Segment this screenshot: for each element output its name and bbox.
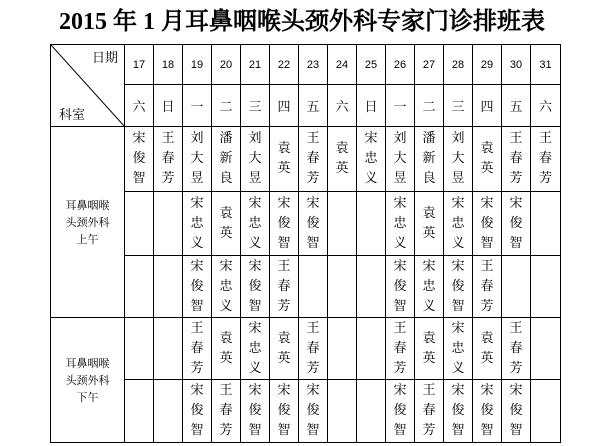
doctor-cell: 刘 大 昱 — [444, 127, 473, 192]
doctor-cell: 宋 俊 智 — [444, 256, 473, 318]
date-cell: 20 — [212, 45, 241, 85]
date-cell: 21 — [241, 45, 270, 85]
empty-cell — [531, 192, 561, 256]
morning-dept-cell — [51, 127, 125, 318]
weekday-cell: 三 — [241, 85, 270, 127]
doctor-cell: 王 春 芳 — [473, 256, 502, 318]
weekday-cell: 四 — [270, 85, 299, 127]
weekday-cell: 日 — [154, 85, 183, 127]
doctor-cell: 袁 英 — [212, 318, 241, 380]
date-cell: 27 — [415, 45, 444, 85]
doctor-cell: 袁 英 — [270, 318, 299, 380]
doctor-cell: 王 春 芳 — [154, 127, 183, 192]
doctor-cell: 宋 忠 义 — [183, 192, 212, 256]
schedule-table — [50, 44, 561, 443]
empty-cell — [154, 318, 183, 380]
weekday-cell: 二 — [415, 85, 444, 127]
doctor-cell: 袁 英 — [473, 127, 502, 192]
empty-cell — [154, 192, 183, 256]
doctor-cell: 宋 俊 智 — [183, 256, 212, 318]
dept-line: 下午 — [76, 390, 99, 404]
page-title: 2015 年 1 月耳鼻咽喉头颈外科专家门诊排班表 — [59, 9, 545, 35]
doctor-cell: 宋 俊 智 — [386, 256, 415, 318]
date-cell: 22 — [270, 45, 299, 85]
weekday-cell: 一 — [183, 85, 212, 127]
weekday-cell: 一 — [386, 85, 415, 127]
dept-line: 耳鼻咽喉 — [65, 356, 110, 370]
doctor-cell: 宋 俊 智 — [502, 380, 531, 443]
empty-cell — [357, 192, 386, 256]
empty-cell — [531, 380, 561, 443]
doctor-cell: 宋 俊 智 — [473, 380, 502, 443]
empty-cell — [328, 380, 357, 443]
empty-cell — [531, 318, 561, 380]
weekday-cell: 日 — [357, 85, 386, 127]
weekday-cell: 五 — [299, 85, 328, 127]
doctor-cell: 袁 英 — [415, 318, 444, 380]
dept-line: 耳鼻咽喉 — [65, 198, 110, 212]
empty-cell — [328, 192, 357, 256]
empty-cell — [502, 256, 531, 318]
empty-cell — [531, 256, 561, 318]
weekday-cell: 五 — [502, 85, 531, 127]
doctor-cell: 宋 俊 智 — [241, 380, 270, 443]
doctor-cell: 王 春 芳 — [270, 256, 299, 318]
dept-line: 头颈外科 — [65, 373, 110, 387]
empty-cell — [328, 256, 357, 318]
empty-cell — [154, 256, 183, 318]
doctor-cell: 刘 大 昱 — [241, 127, 270, 192]
doctor-cell: 宋 忠 义 — [386, 192, 415, 256]
doctor-cell: 王 春 芳 — [502, 127, 531, 192]
date-cell: 28 — [444, 45, 473, 85]
doctor-cell: 王 春 芳 — [415, 380, 444, 443]
morning-row — [51, 256, 561, 318]
doctor-cell: 宋 忠 义 — [357, 127, 386, 192]
afternoon-row — [51, 318, 561, 380]
doctor-cell: 宋 忠 义 — [241, 318, 270, 380]
doctor-cell: 宋 俊 智 — [270, 380, 299, 443]
afternoon-row — [51, 380, 561, 443]
doctor-cell: 王 春 芳 — [183, 318, 212, 380]
doctor-cell: 宋 忠 义 — [444, 192, 473, 256]
doctor-cell: 刘 大 昱 — [386, 127, 415, 192]
afternoon-dept-cell — [51, 318, 125, 443]
morning-row — [51, 192, 561, 256]
dept-line: 上午 — [76, 232, 99, 246]
empty-cell — [154, 380, 183, 443]
empty-cell — [125, 380, 154, 443]
empty-cell — [125, 318, 154, 380]
date-cell: 31 — [531, 45, 561, 85]
date-cell: 26 — [386, 45, 415, 85]
doctor-cell: 王 春 芳 — [299, 318, 328, 380]
morning-row — [51, 127, 561, 192]
doctor-cell: 宋 俊 智 — [183, 380, 212, 443]
date-cell: 19 — [183, 45, 212, 85]
doctor-cell: 宋 俊 智 — [444, 380, 473, 443]
doctor-cell: 宋 俊 智 — [241, 256, 270, 318]
doctor-cell: 袁 英 — [270, 127, 299, 192]
empty-cell — [328, 318, 357, 380]
date-cell: 23 — [299, 45, 328, 85]
weekday-cell: 二 — [212, 85, 241, 127]
empty-cell — [125, 256, 154, 318]
empty-cell — [357, 318, 386, 380]
doctor-cell: 袁 英 — [212, 192, 241, 256]
doctor-cell: 刘 大 昱 — [183, 127, 212, 192]
weekday-cell: 三 — [444, 85, 473, 127]
corner-header — [51, 45, 125, 127]
date-cell: 30 — [502, 45, 531, 85]
weekday-cell: 四 — [473, 85, 502, 127]
doctor-cell: 王 春 芳 — [502, 318, 531, 380]
weekday-cell: 六 — [531, 85, 561, 127]
dept-header-label: 科室 — [59, 108, 86, 123]
doctor-cell: 袁 英 — [415, 192, 444, 256]
doctor-cell: 王 春 芳 — [386, 318, 415, 380]
date-header-label: 日期 — [91, 51, 118, 66]
date-cell: 24 — [328, 45, 357, 85]
date-cell: 29 — [473, 45, 502, 85]
empty-cell — [357, 256, 386, 318]
doctor-cell: 宋 俊 智 — [502, 192, 531, 256]
date-cell: 17 — [125, 45, 154, 85]
doctor-cell: 袁 英 — [473, 318, 502, 380]
doctor-cell: 宋 俊 智 — [473, 192, 502, 256]
doctor-cell: 宋 俊 智 — [270, 192, 299, 256]
doctor-cell: 宋 俊 智 — [299, 192, 328, 256]
doctor-cell: 王 春 芳 — [212, 380, 241, 443]
empty-cell — [125, 192, 154, 256]
doctor-cell: 宋 俊 智 — [299, 380, 328, 443]
doctor-cell: 宋 忠 义 — [415, 256, 444, 318]
date-cell: 25 — [357, 45, 386, 85]
date-row — [51, 45, 561, 85]
doctor-cell: 潘 新 良 — [415, 127, 444, 192]
doctor-cell: 宋 忠 义 — [241, 192, 270, 256]
doctor-cell: 袁 英 — [328, 127, 357, 192]
doctor-cell: 宋 俊 智 — [386, 380, 415, 443]
doctor-cell: 潘 新 良 — [212, 127, 241, 192]
doctor-cell: 宋 俊 智 — [125, 127, 154, 192]
doctor-cell: 宋 忠 义 — [444, 318, 473, 380]
weekday-cell: 六 — [328, 85, 357, 127]
weekday-row — [51, 85, 561, 127]
empty-cell — [357, 380, 386, 443]
date-cell: 18 — [154, 45, 183, 85]
dept-line: 头颈外科 — [65, 215, 110, 229]
doctor-cell: 宋 忠 义 — [212, 256, 241, 318]
doctor-cell: 王 春 芳 — [299, 127, 328, 192]
empty-cell — [299, 256, 328, 318]
doctor-cell: 王 春 芳 — [531, 127, 561, 192]
weekday-cell: 六 — [125, 85, 154, 127]
